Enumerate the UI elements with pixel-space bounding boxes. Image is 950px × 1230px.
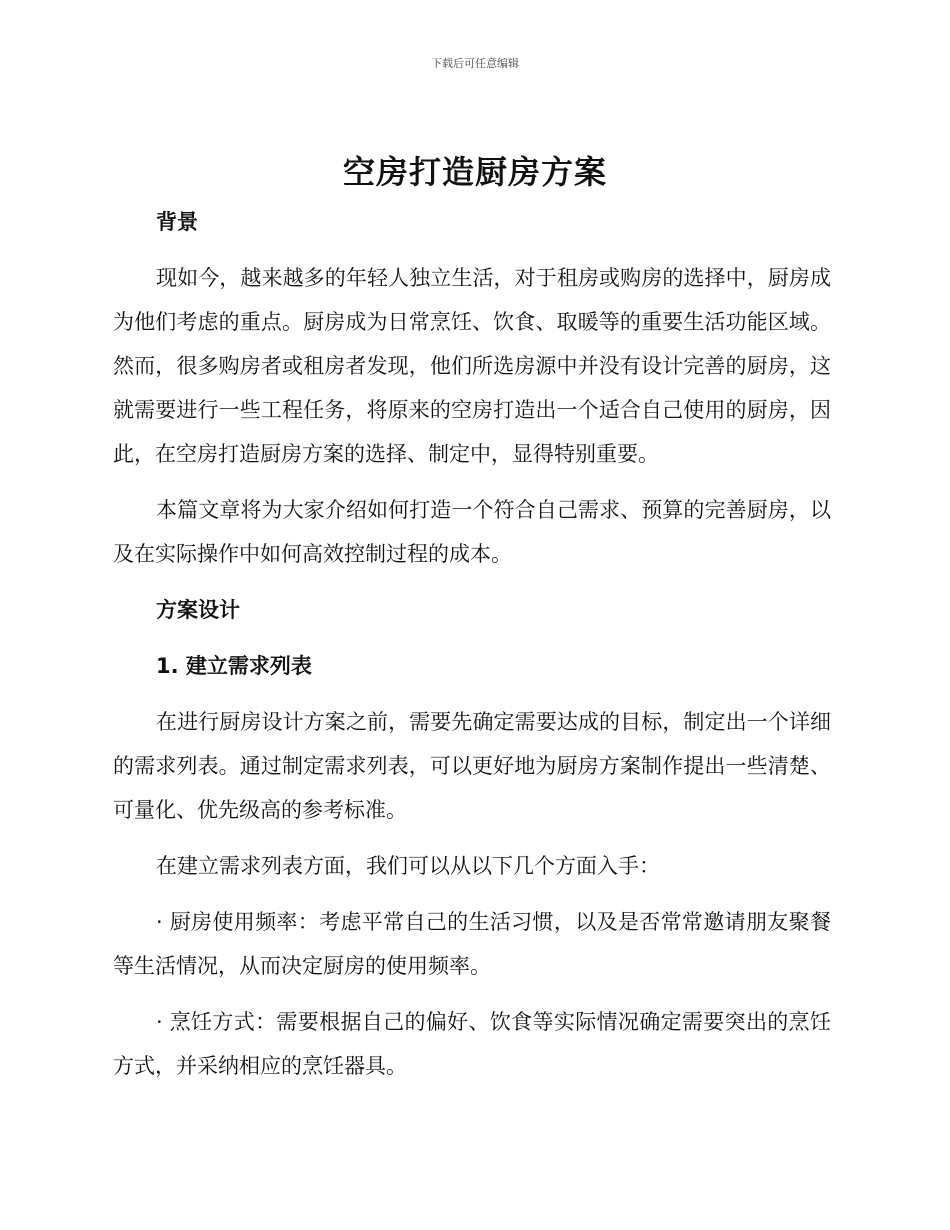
document-title: 空房打造厨房方案: [342, 153, 607, 191]
bullet-usage-frequency: · 厨房使用频率：考虑平常自己的生活习惯，以及是否常常邀请朋友聚餐等生活情况，从而决定厨房的使用频率。: [113, 910, 831, 978]
bullet-cooking-method: · 烹饪方式：需要根据自己的偏好、饮食等实际情况确定需要突出的烹饪方式，并采纳相应的烹饪器具。: [113, 1010, 831, 1078]
background-paragraph-1: 现如今，越来越多的年轻人独立生活，对于租房或购房的选择中，厨房成为他们考虑的重点。厨房成为日常烹饪、饮食、取暖等的重要生活功能区域。然而，很多购房者或租房者发现，他们所选房源中并没有设计完善的厨房，这就需要进行一些工程任务，将原来的空房打造出一个适合自己使用的厨房，因此，在空房打造厨房方案的选择、制定中，显得特别重要。: [113, 266, 831, 466]
step1-heading: 1. 建立需求列表: [156, 654, 312, 678]
background-paragraph-2: 本篇文章将为大家介绍如何打造一个符合自己需求、预算的完善厨房，以及在实际操作中如何高效控制过程的成本。: [113, 498, 831, 566]
design-heading: 方案设计: [156, 598, 240, 622]
background-heading: 背景: [156, 210, 198, 234]
document-body: [113, 200, 831, 1088]
step1-paragraph-1: 在进行厨房设计方案之前，需要先确定需要达成的目标，制定出一个详细的需求列表。通过制定需求列表，可以更好地为厨房方案制作提出一些清楚、可量化、优先级高的参考标准。: [113, 710, 831, 822]
header-note: 下载后可任意编辑: [431, 57, 519, 70]
step1-paragraph-2: 在建立需求列表方面，我们可以从以下几个方面入手：: [156, 854, 660, 878]
